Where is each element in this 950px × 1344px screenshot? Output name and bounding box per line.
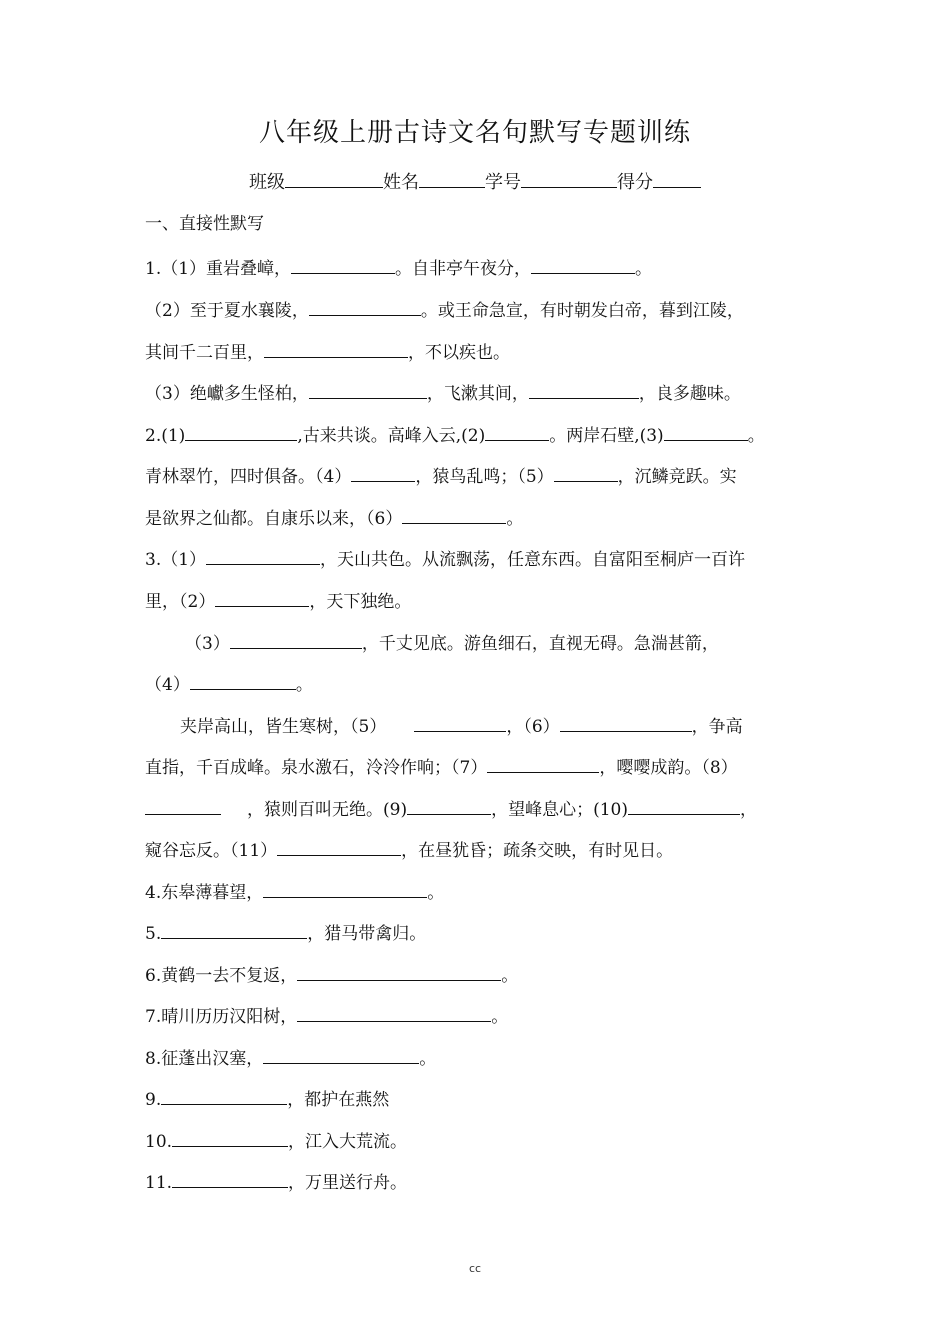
answer-blank[interactable] bbox=[172, 1167, 288, 1188]
text: ，天下独绝。 bbox=[309, 592, 412, 612]
q2-line3 bbox=[145, 503, 523, 527]
answer-blank[interactable] bbox=[161, 918, 307, 939]
text: ,古来共谈。高峰入云,(2) bbox=[297, 426, 486, 446]
class-label: 班级 bbox=[249, 172, 285, 193]
class-blank[interactable] bbox=[285, 169, 383, 188]
text: ，望峰息心；(10) bbox=[491, 800, 628, 820]
q3-line8 bbox=[145, 835, 673, 859]
answer-blank[interactable] bbox=[215, 586, 309, 607]
q2-line1 bbox=[145, 420, 765, 444]
text: ，不以疾也。 bbox=[408, 343, 510, 363]
text: 青林翠竹，四时俱备。（4） bbox=[145, 467, 352, 487]
text: 夹岸高山，皆生寒树，（5） bbox=[180, 717, 387, 737]
answer-blank[interactable] bbox=[531, 253, 635, 274]
q11-line bbox=[145, 1167, 407, 1191]
score-blank[interactable] bbox=[653, 169, 701, 188]
answer-blank[interactable] bbox=[263, 877, 427, 898]
text: 是欲界之仙都。自康乐以来，（6） bbox=[145, 509, 403, 529]
q3-line1 bbox=[145, 544, 745, 568]
answer-blank[interactable] bbox=[485, 420, 549, 441]
answer-blank[interactable] bbox=[628, 794, 740, 815]
answer-blank[interactable] bbox=[145, 794, 221, 815]
text: 。或王命急宣，有时朝发白帝，暮到江陵， bbox=[420, 301, 744, 321]
text: ，都护在燕然 bbox=[287, 1090, 390, 1110]
text: 。两岸石壁,(3) bbox=[549, 426, 664, 446]
text: ，沉鳞竞跃。实 bbox=[617, 467, 737, 487]
q1-line4 bbox=[145, 378, 741, 402]
answer-blank[interactable] bbox=[407, 794, 491, 815]
text: 里，（2） bbox=[145, 592, 216, 612]
answer-blank[interactable] bbox=[554, 461, 618, 482]
text: 。 bbox=[419, 1049, 437, 1069]
name-label: 姓名 bbox=[383, 172, 419, 193]
id-label: 学号 bbox=[485, 172, 521, 193]
text: 2.(1) bbox=[145, 426, 186, 446]
text: ，猿则百叫无绝。(9) bbox=[247, 800, 408, 820]
q1-line2 bbox=[145, 295, 744, 319]
answer-blank[interactable] bbox=[277, 835, 401, 856]
text: 直指，千百成峰。泉水激石，泠泠作响；（7） bbox=[145, 758, 488, 778]
answer-blank[interactable] bbox=[414, 711, 506, 732]
text: ，江入大荒流。 bbox=[288, 1132, 408, 1152]
text: （3）绝巘多生怪柏， bbox=[145, 384, 309, 404]
answer-blank[interactable] bbox=[487, 752, 599, 773]
answer-blank[interactable] bbox=[529, 378, 639, 399]
text: ，在昼犹昏；疏条交映，有时见日。 bbox=[401, 841, 674, 861]
text: 5. bbox=[145, 924, 162, 944]
answer-blank[interactable] bbox=[190, 669, 296, 690]
text: ，猿鸟乱鸣；（5） bbox=[415, 467, 554, 487]
text: ，良多趣味。 bbox=[638, 384, 741, 404]
text: 10. bbox=[145, 1132, 173, 1152]
text: 。 bbox=[491, 1007, 509, 1027]
answer-blank[interactable] bbox=[351, 461, 415, 482]
answer-blank[interactable] bbox=[263, 1043, 419, 1064]
q3-line6 bbox=[145, 752, 738, 776]
text: 1.（1）重岩叠嶂， bbox=[145, 259, 292, 279]
q9-line bbox=[145, 1084, 389, 1108]
text: （4） bbox=[145, 675, 190, 695]
q5-line bbox=[145, 918, 426, 942]
text: 窥谷忘反。（11） bbox=[145, 841, 278, 861]
q1-line3 bbox=[145, 337, 510, 361]
answer-blank[interactable] bbox=[402, 503, 506, 524]
section-heading: 一、直接性默写 bbox=[145, 214, 264, 234]
q4-line bbox=[145, 877, 444, 901]
answer-blank[interactable] bbox=[309, 295, 421, 316]
answer-blank[interactable] bbox=[172, 1126, 288, 1147]
q2-line2 bbox=[145, 461, 737, 485]
answer-blank[interactable] bbox=[161, 1084, 287, 1105]
text: 3.（1） bbox=[145, 550, 207, 570]
text: 6.黄鹤一去不复返， bbox=[145, 966, 298, 986]
q3-line2 bbox=[145, 586, 411, 610]
score-label: 得分 bbox=[617, 172, 653, 193]
text: ，天山共色。从流飘荡，任意东西。自富阳至桐庐一百许 bbox=[320, 550, 746, 570]
text: 11. bbox=[145, 1173, 173, 1193]
text: ，万里送行舟。 bbox=[288, 1173, 408, 1193]
text: 。自非亭午夜分， bbox=[395, 259, 532, 279]
text: ，争高 bbox=[691, 717, 743, 737]
answer-blank[interactable] bbox=[664, 420, 748, 441]
q3-line4 bbox=[145, 669, 313, 693]
text: （2）至于夏水襄陵， bbox=[145, 301, 309, 321]
q7-line bbox=[145, 1001, 508, 1025]
text: ，嘤嘤成韵。（8） bbox=[599, 758, 738, 778]
answer-blank[interactable] bbox=[309, 378, 427, 399]
q1-line1 bbox=[145, 253, 652, 277]
student-info-row bbox=[0, 168, 950, 194]
text: 。 bbox=[635, 259, 653, 279]
text: （3） bbox=[185, 634, 230, 654]
name-blank[interactable] bbox=[419, 169, 485, 188]
text: 。 bbox=[747, 426, 765, 446]
text: 9. bbox=[145, 1090, 162, 1110]
text: ， bbox=[740, 800, 757, 820]
answer-blank[interactable] bbox=[297, 960, 501, 981]
q6-line bbox=[145, 960, 518, 984]
text: ，千丈见底。游鱼细石，直视无碍。急湍甚箭， bbox=[361, 634, 719, 654]
text: 7.晴川历历汉阳树， bbox=[145, 1007, 298, 1027]
answer-blank[interactable] bbox=[560, 711, 692, 732]
answer-blank[interactable] bbox=[185, 420, 297, 441]
text: 8.征蓬出汉塞， bbox=[145, 1049, 264, 1069]
text: 。 bbox=[506, 509, 524, 529]
text: 。 bbox=[295, 675, 313, 695]
answer-blank[interactable] bbox=[264, 337, 408, 358]
q3-line7 bbox=[145, 794, 757, 818]
text: ，猎马带禽归。 bbox=[307, 924, 427, 944]
q10-line bbox=[145, 1126, 407, 1150]
text: 4.东皋薄暮望， bbox=[145, 883, 264, 903]
answer-blank[interactable] bbox=[291, 253, 395, 274]
text: ，飞漱其间， bbox=[426, 384, 529, 404]
page-footer: cc bbox=[468, 1262, 482, 1275]
text: 其间千二百里， bbox=[145, 343, 264, 363]
answer-blank[interactable] bbox=[297, 1001, 491, 1022]
text: ，（6） bbox=[506, 717, 560, 737]
answer-blank[interactable] bbox=[206, 544, 320, 565]
q3-line5 bbox=[180, 711, 743, 735]
answer-blank[interactable] bbox=[230, 628, 362, 649]
q3-line3 bbox=[185, 628, 719, 652]
text: 。 bbox=[501, 966, 519, 986]
id-blank[interactable] bbox=[521, 169, 617, 188]
page-title: 八年级上册古诗文名句默写专题训练 bbox=[258, 118, 691, 148]
q8-line bbox=[145, 1043, 436, 1067]
text: 。 bbox=[427, 883, 445, 903]
